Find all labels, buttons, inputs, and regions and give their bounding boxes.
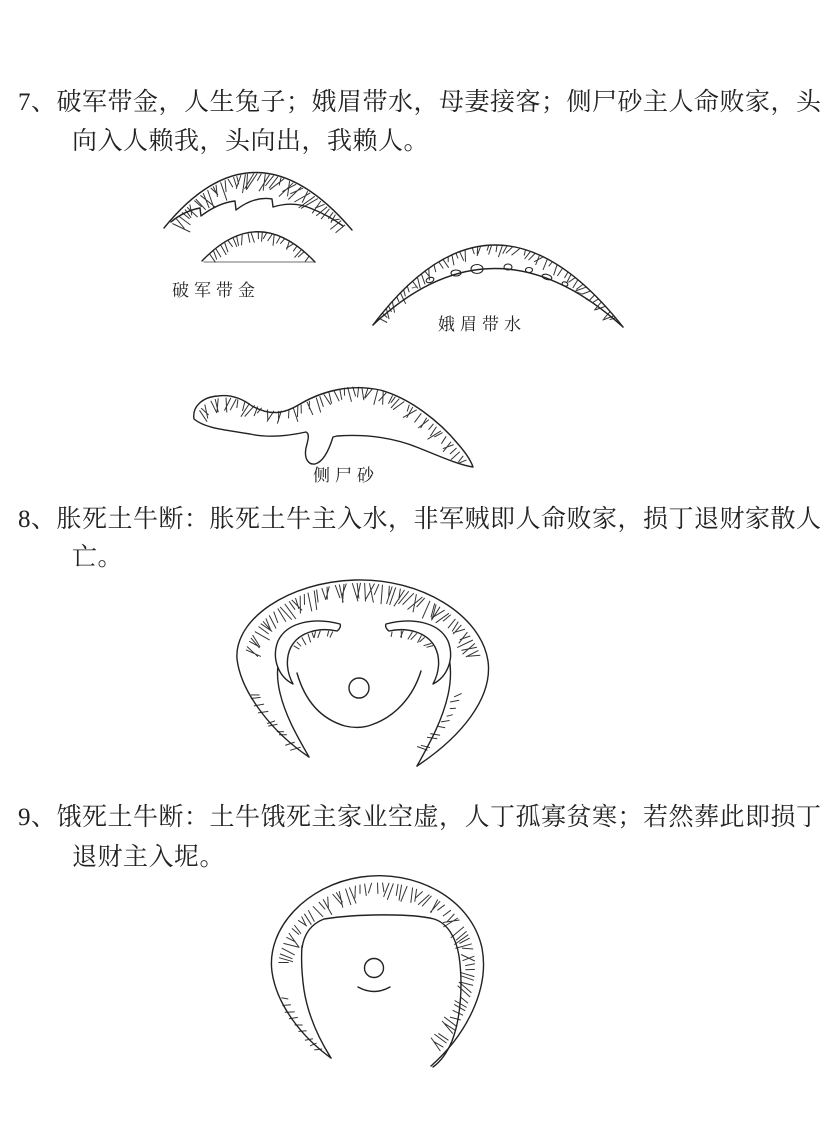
item8-line2: 亡。 [72,544,124,571]
pojun-daijin-drawing [150,164,365,294]
ceshisha-label: 侧尸砂 [313,466,379,485]
item8-line1: 8、胀死土牛断：胀死土牛主入水，非军贼即人命败家，损丁退财家散人 [18,506,822,533]
emei-daishui-label: 娥眉带水 [438,315,526,334]
ceshisha-drawing [186,379,478,474]
pojun-daijin-label: 破军带金 [172,281,260,300]
item7-line2: 向入人赖我，头向出，我赖人。 [72,128,430,155]
hatch-strokes [210,232,309,262]
horseshoe-outer-edge [271,876,483,1066]
esi-tuniu-drawing [263,868,503,1078]
hatch-strokes [172,174,345,233]
pebble-dots [412,264,597,306]
hatch-strokes [281,998,322,1050]
zhangsi-tuniu-drawing [229,571,499,771]
right-horn-hook [386,621,451,684]
left-horn-hook [275,621,340,684]
large-arc-outline [164,172,352,230]
center-point-circle [349,678,369,698]
item9-line2: 退财主入坭。 [72,844,226,871]
hatch-strokes [251,695,301,750]
horseshoe-inner-left-edge [302,946,331,1058]
center-valley-outline [297,671,421,727]
hatch-strokes [278,883,475,1052]
item9-line1: 9、饿死土牛断：土牛饿死主家业空虚，人丁孤寡贫寒；若然葬此即损丁 [18,804,822,831]
center-point-circle [365,959,384,978]
item7-line1: 7、破军带金，人生兔子；娥眉带水，母妻接客；侧尸砂主人命败家，头 [18,89,822,116]
small-smile-curve [358,987,390,992]
